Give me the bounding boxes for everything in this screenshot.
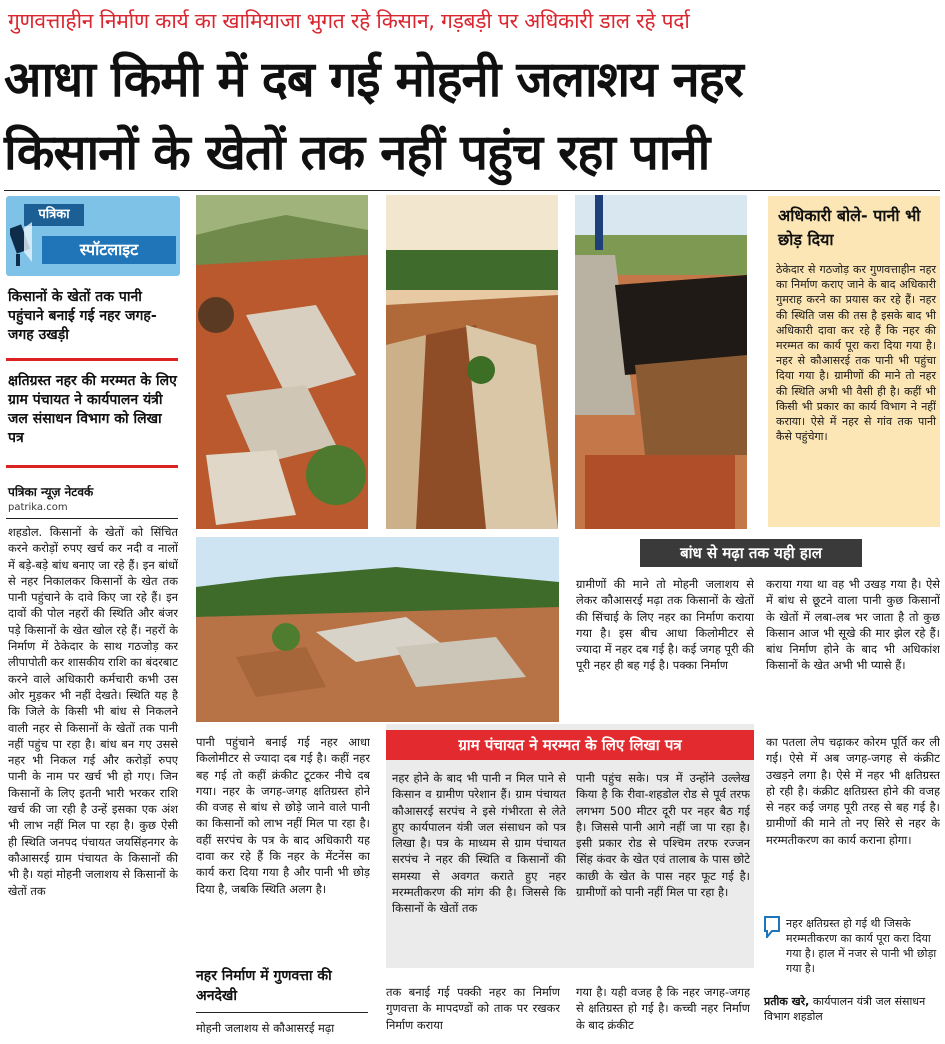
photo-collapsed-canal [575,195,747,529]
photo-damaged-canal-wide [196,537,559,722]
quality-subhead-rule [196,1012,368,1013]
spotlight-lamp-icon [10,222,32,266]
headline-rule [4,190,940,191]
dam-subhead: बांध से मढ़ा तक यही हाल [640,539,862,567]
column-1-text: शहडोल. किसानों के खेतों को सिंचित करने करोड़ों रुपए खर्च कर नदी व नालों में बड़े-बड़े बांध बनाए जा रहे हैं। इन बांधों से नहर निकालकर किसानों के खेत तक पानी पहुंचाने के दावे किए जा रहे हैं। इन दावों की पोल नहरों की स्थिति और बंजर पड़े किसानों के खेत खोल रहे हैं। नहरों के निर्माण में ठेकेदार के साथ गठजोड़ कर लीपापोती कर शासकीय राशि का बंदरबाट करने वाले अधिकारी कर्मचारी कभी उस ओर मुड़कर भी नहीं देखते। स्थिति यह है कि जिले के किसी भी बांध से निकलने वाली नहर से किसानों के खेतों तक पानी नहीं पहुंच पा रहा है। बांध बन गए उससे नहर भी निकल गई और करोड़ों रुपए पानी के नाम पर खर्च भी हो गए। जिन किसानों के लिए इतनी भारी भरकर राशि खर्च की जा रही है उन्हें इसका एक अंश भी लाभ नहीं मिल पा रहा है। कुछ ऐसी ही स्थिति जनपद पंचायत जयसिंहनगर के कौआसरई ग्राम पंचायत के किसानों की भी है। यहां मोहनी जलाशय से किसानों के खेतों तक [8,525,178,898]
photo-damaged-canal-2 [386,195,558,529]
kicker: गुणवत्ताहीन निर्माण कार्य का खामियाजा भुगत रहे किसान, गड़बड़ी पर अधिकारी डाल रहे पर्दा [8,9,690,33]
headline-line-1: आधा किमी में दब गई मोहनी जलाशय नहर [4,51,743,108]
dam-column-2: कराया गया था वह भी उखड़ गया है। ऐसे में बांध से छूटने वाला पानी कुछ किसानों के खेतों में लबा-लब भर जाता है तो कुछ किसान आज भी सूखे की मार झेल रहे हैं। बांध निर्माण होने के बाद भी अधिकांश किसानों के खेत अभी भी प्यासे हैं। [766,577,940,673]
column-3-bottom: तक बनाई गई पक्की नहर का निर्माण गुणवत्ता के मापदण्डों को ताक पर रखकर निर्माण कराया [386,985,560,1032]
logo-main: स्पॉटलाइट [42,236,176,264]
logo-tag: पत्रिका [24,204,84,226]
officials-sidebar [768,196,940,527]
right-column-text: का पतला लेप चढ़ाकर कोरम पूर्ति कर ली गई। ऐसे में अब जगह-जगह से कंक्रीट उखड़ने लगा है। ऐसे में नहर भी क्षतिग्रस्त हो रही है। कंक्रीट क्षतिग्रस्त होने की वजह से नहर कई जगह पूरी तरह से बह गई है। ग्रामीणों की माने तो नए सिरे से नहर के मरम्मतीकरण का कार्य कराना होगा। [766,735,940,847]
photo-damaged-canal-1 [196,195,368,529]
sidebar-title: अधिकारी बोले- पानी भी छोड़ दिया [778,206,921,249]
quote-icon [764,916,780,938]
byline: पत्रिका न्यूज़ नेटवर्क [8,485,94,499]
sidebar-body: ठेकेदार से गठजोड़ कर गुणवत्ताहीन नहर का निर्माण कराए जाने के बाद अधिकारी गुमराह करने का प्रयास कर रहे हैं। नहर की स्थिति जस की तस है इसके बाद भी अधिकारी दावा कर रहे हैं कि नहर की मरम्मत का कार्य पूरा करा दिया गया है। नहर से कौआसरई तक पानी भी पहुंचा दिया गया है। ग्रामीणों की माने तो नहर की स्थिति अभी भी वैसी ही है। कहीं भी किसी भी प्रकार का कार्य विभाग ने नहीं कराया। ऐसे में नहर से गांव तक पानी कैसे पहुंचेगा। [776,263,936,444]
side-title: किसानों के खेतों तक पानी पहुंचाने बनाई गई नहर जगह-जगह उखड़ी [8,289,157,343]
side-divider-2 [6,465,178,468]
panchayat-column-1: नहर होने के बाद भी पानी न मिल पाने से किसान व ग्रामीण परेशान हैं। ग्राम पंचायत कौआसरई सरपंच ने इसे गंभीरता से लेते हुए कार्यपालन यंत्री जल संसाधन को पत्र लिखा है। पत्र के माध्यम से ग्राम पंचायत सरपंच ने नहर की स्थिति व किसानों की समस्या से अवगत कराते हुए नहर मरम्मतीकरण की मांग की है। जिससे कि किसानों के खेतों तक [392,771,566,916]
column-4-bottom: गया है। यही वजह है कि नहर जगह-जगह से क्षतिग्रस्त हो गई है। कच्ची नहर निर्माण के बाद क्रंकीट [576,985,750,1032]
quote-text: नहर क्षतिग्रस्त हो गई थी जिसके मरम्मतीकरण का कार्य पूरा करा दिया गया है। हाल में नजर से पानी भी छोड़ा गया है। [786,917,937,975]
byline-website: patrika.com [8,502,68,513]
column-2-text: पानी पहुंचाने बनाई गई नहर आधा किलोमीटर से ज्यादा दब गई है। कहीं नहर बह गई तो कहीं क्रंकीट टूटकर नीचे दब गया। नहर के जगह-जगह क्षतिग्रस्त होने की वजह से बांध से छोड़े जाने वाले पानी का किसानों को लाभ नहीं मिल पा रहा है। वहीं सरपंच के पत्र के बाद अधिकारी यह दावा कर रहे हैं कि नहर के मेंटनेंस का कार्य करा दिया गया है और पानी भी छोड़ दिया है, जबकि स्थिति अलग है। [196,735,370,896]
signoff-name: प्रतीक खरे, [764,995,810,1008]
panchayat-column-2: पानी पहुंच सके। पत्र में उन्होंने उल्लेख किया है कि रीवा-शहडोल रोड से पूर्व तरफ लगभग 500 मीटर दूरी पर नहर बैठ गई है। जिससे पानी आगे नहीं जा पा रहा है। इसी प्रकार रोड से पश्चिम तरफ रज्जन सिंह कंवर के खेत एवं तालाब के पास छोटे काछी के खेत के पास नहर फूट गई है। ग्रामीणों को पानी नहीं मिल पा रहा है। [576,771,750,900]
spotlight-logo [6,196,180,276]
column-2-tail: मोहनी जलाशय से कौआसरई मढ़ा [196,1021,335,1035]
byline-rule [6,518,178,519]
headline-line-2: किसानों के खेतों तक नहीं पहुंच रहा पानी [4,124,710,181]
quality-subhead: नहर निर्माण में गुणवत्ता की अनदेखी [196,968,332,1004]
panchayat-subhead: ग्राम पंचायत ने मरम्मत के लिए लिखा पत्र [386,730,754,760]
side-subtitle: क्षतिग्रस्त नहर की मरम्मत के लिए ग्राम पंचायत ने कार्यपालन यंत्री जल संसाधन विभाग को लिखा पत्र [8,373,177,446]
dam-column-1: ग्रामीणों की माने तो मोहनी जलाशय से लेकर कौआसरई मढ़ा तक किसानों के खेतों की सिंचाई के लिए नहर का निर्माण कराया गया है। इस बीच आधा किलोमीटर से ज्यादा में नहर दब गई है। कई जगह पूरी की पूरी नहर ही बह गई है। पक्का निर्माण [576,577,754,673]
signoff [764,994,940,1024]
signoff-role: कार्यपालन यंत्री जल संसाधन विभाग शहडोल [764,995,926,1023]
side-divider-1 [6,358,178,361]
